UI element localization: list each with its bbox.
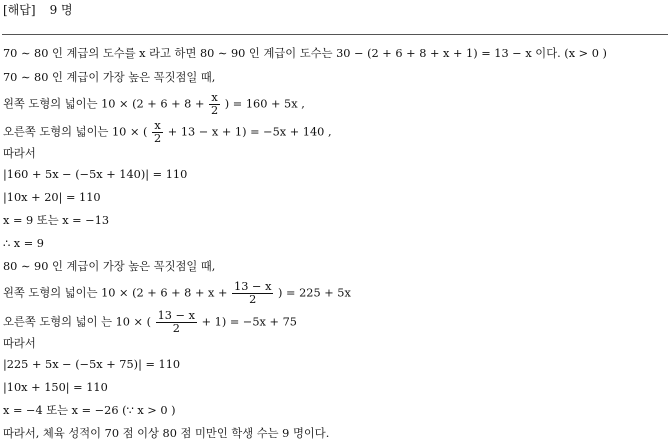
line-11-before: 왼쪽 도형의 넓이는 10 × (2 + 6 + 8 + x +	[3, 286, 228, 300]
solution-line-13: 따라서	[3, 337, 36, 350]
solution-line-5: 따라서	[3, 147, 36, 160]
fraction-denominator: 2	[211, 104, 219, 117]
fraction	[232, 281, 273, 306]
fraction	[209, 92, 220, 117]
solution-line-12	[3, 310, 297, 335]
solution-line-14: |225 + 5x − (−5x + 75)| = 110	[3, 358, 181, 371]
line-12-after: + 1) = −5x + 75	[201, 315, 297, 329]
divider	[2, 34, 668, 35]
solution-line-9: ∴ x = 9	[3, 237, 44, 250]
solution-line-15: |10x + 150| = 110	[3, 381, 108, 394]
solution-line-1: 70 ∼ 80 인 계급의 도수를 x 라고 하면 80 ∼ 90 인 계급이 도수는 30 − (2 + 6 + 8 + x + 1) = 13 − x 이다. (x > 0 )	[3, 47, 607, 60]
line-12-before: 오른쪽 도형의 넓이 는 10 × (	[3, 315, 152, 329]
solution-line-8: x = 9 또는 x = −13	[3, 214, 110, 227]
fraction-denominator: 2	[249, 293, 257, 306]
line-3-before: 왼쪽 도형의 넓이는 10 × (2 + 6 + 8 +	[3, 97, 205, 111]
solution-line-6: |160 + 5x − (−5x + 140)| = 110	[3, 168, 188, 181]
solution-line-16: x = −4 또는 x = −26 (∵ x > 0 )	[3, 404, 176, 417]
solution-line-2: 70 ∼ 80 인 계급이 가장 높은 꼭짓점일 때,	[3, 71, 216, 84]
fraction-denominator: 2	[172, 322, 180, 335]
fraction-numerator: 13 − x	[157, 309, 196, 322]
fraction-numerator: 13 − x	[234, 280, 272, 293]
solution-line-11	[3, 281, 351, 306]
answer-label: [해답]	[3, 3, 36, 17]
fraction	[156, 310, 197, 335]
fraction-numerator: x	[152, 120, 163, 133]
solution-line-4	[3, 120, 332, 145]
line-4-before: 오른쪽 도형의 넓이는 10 × (	[3, 125, 148, 139]
line-4-after: + 13 − x + 1) = −5x + 140 ,	[167, 125, 332, 139]
line-3-after: ) = 160 + 5x ,	[224, 97, 305, 111]
solution-line-3	[3, 92, 305, 117]
solution-line-17: 따라서, 체육 성적이 70 점 이상 80 점 미만인 학생 수는 9 명이다.	[3, 427, 330, 440]
solution-line-10: 80 ∼ 90 인 계급이 가장 높은 꼭짓점일 때,	[3, 260, 216, 273]
line-11-after: ) = 225 + 5x	[278, 286, 351, 300]
answer-value: 9 명	[49, 3, 73, 17]
solution-line-7: |10x + 20| = 110	[3, 191, 101, 204]
fraction-denominator: 2	[154, 132, 162, 145]
answer-header	[3, 2, 73, 18]
fraction	[152, 120, 163, 145]
fraction-numerator: x	[209, 92, 220, 105]
